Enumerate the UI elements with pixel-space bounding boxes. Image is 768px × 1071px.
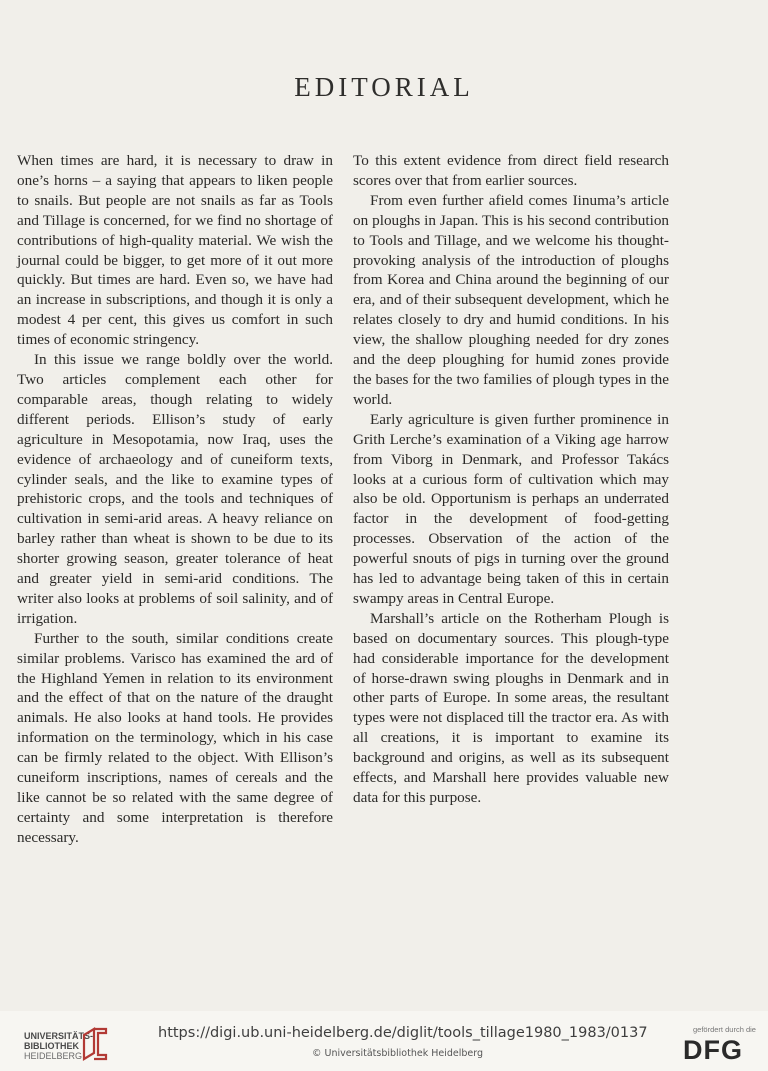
paragraph: Marshall’s article on the Rotherham Plough is based on documentary sources. This plough-type had considerable importance for the development of horse-drawn swing ploughs in Denmark and in other parts of Europe. In some areas, the resultant types were not displaced till the tractor era. As with all creations, it is important to examine its background and origins, as well as its subsequent effects, and Marshall here provides valuable new data for this purpose. xyxy=(353,609,669,806)
funded-by-text: gefördert durch die xyxy=(693,1025,756,1034)
paragraph: When times are hard, it is necessary to draw in one’s horns – a saying that appears to liken people to snails. But people are not snails as far as Tools and Tillage is concerned, for we find no shortage of contributions of high-quality material. We wish the journal could be bigger, to get more of it out more quickly. But times are hard. Even so, we have had an increase in subscriptions, and though it is only a modest 4 per cent, this gives us comfort in such times of economic stringency. xyxy=(17,152,333,349)
paragraph: Early agriculture is given further prominence in Grith Lerche’s examination of a Viking age harrow from Viborg in Denmark, and Professor Takács looks at a curious form of cultivation which may also be old. Opportunism is perhaps an underrated factor in the development of food-getting processes. Observation of the action of the powerful snouts of pigs in turning over the ground has led to advantage being taken of this in certain swampy areas in Central Europe. xyxy=(353,410,669,607)
copyright-text: © Universitätsbibliothek Heidelberg xyxy=(312,1048,484,1059)
paragraph: In this issue we range boldly over the world. Two articles complement each other for comparable areas, though relating to widely different periods. Ellison’s study of early agriculture in Mesopotamia, now Iraq, uses the evidence of archaeology and of cuneiform texts, cylinder seals, and the like to examine types of prehistoric crops, and the tools and techniques of cultivation in semi-arid areas. A heavy reliance on barley rather than wheat is shown to be due to its shorter growing season, greater tolerance of heat and greater yield in semi-arid conditions. The writer also looks at problems of soil salinity, and of irrigation. xyxy=(17,351,333,627)
document-url-link[interactable]: https://digi.ub.uni-heidelberg.de/diglit/tools_tillage1980_1983/0137 xyxy=(158,1025,648,1041)
paragraph: Further to the south, similar conditions create similar problems. Varisco has examined the ard of the Highland Yemen in relation to its environment and the effect of that on the nature of the draught animals. He also looks at hand tools. He provides information on the terminology, which in his case can be firmly related to the object. With Ellison’s cuneiform inscriptions, names of cereals and the like cannot be so related with the same degree of certainty and some interpretation is therefore necessary. xyxy=(17,629,333,846)
paragraph: From even further afield comes Iinuma’s article on ploughs in Japan. This is his second contribution to Tools and Tillage, and we welcome his thought-provoking analysis of the introduction of ploughs from Korea and China around the beginning of our era, and of their subsequent development, which he relates closely to dry and humid conditions. In his view, the shallow ploughing needed for dry zones and the deep ploughing for humid zones provide the bases for the two families of plough types in the world. xyxy=(353,191,669,408)
page-title: EDITORIAL xyxy=(294,72,474,102)
right-column xyxy=(353,151,669,808)
paragraph: To this extent evidence from direct field research scores over that from earlier sources. xyxy=(353,152,669,189)
dfg-logo-icon[interactable]: DFG xyxy=(683,1035,743,1065)
footer-bar xyxy=(0,1011,768,1071)
library-name-line: HEIDELBERG xyxy=(24,1051,83,1061)
left-column xyxy=(17,151,333,848)
library-name-line: UNIVERSITÄTS- xyxy=(24,1031,94,1041)
library-name-line: BIBLIOTHEK xyxy=(24,1041,79,1051)
library-logo-icon[interactable] xyxy=(80,1025,114,1063)
